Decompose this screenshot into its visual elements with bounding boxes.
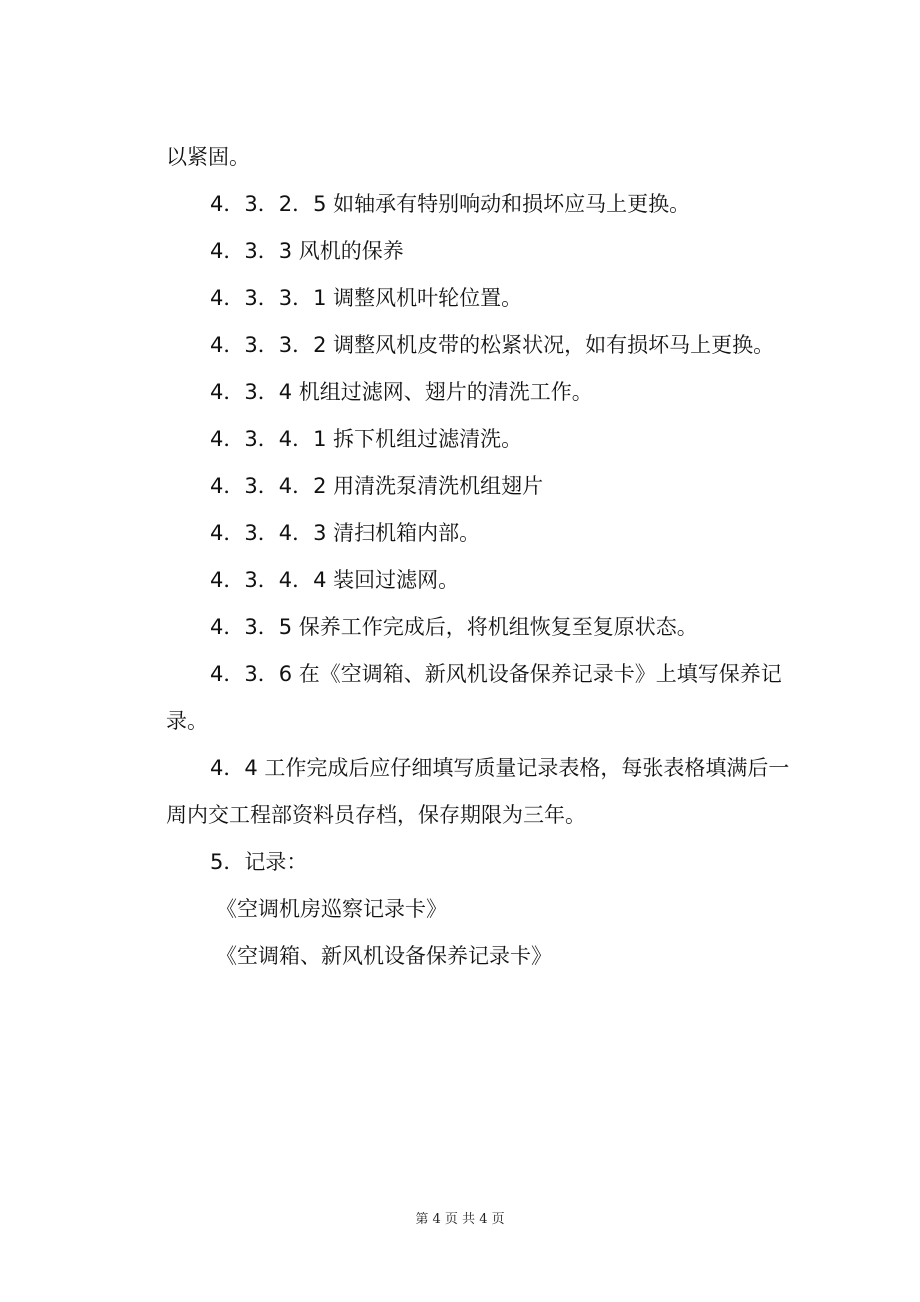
paragraph-10: 4．3．4．4 装回过滤网。 bbox=[210, 568, 460, 592]
record-item-2: 《空调箱、新风机设备保养记录卡》 bbox=[216, 944, 552, 968]
record-item-1: 《空调机房巡察记录卡》 bbox=[216, 897, 447, 921]
page-footer: 第 4 页 共 4 页 bbox=[415, 1212, 505, 1227]
document-body bbox=[166, 134, 790, 980]
paragraph-2: 4．3．2．5 如轴承有特别响动和损坏应马上更换。 bbox=[210, 192, 691, 216]
paragraph-8: 4．3．4．2 用清洗泵清洗机组翅片 bbox=[210, 474, 544, 498]
paragraph-3: 4．3．3 风机的保养 bbox=[210, 239, 404, 263]
paragraph-12: 4．3．6 在《空调箱、新风机设备保养记录卡》上填写保养记录。 bbox=[166, 662, 782, 733]
paragraph-4: 4．3．3．1 调整风机叶轮位置。 bbox=[210, 286, 523, 310]
paragraph-5: 4．3．3．2 调整风机皮带的松紧状况，如有损坏马上更换。 bbox=[210, 333, 775, 357]
paragraph-14: 5．记录： bbox=[210, 850, 308, 874]
paragraph-6: 4．3．4 机组过滤网、翅片的清洗工作。 bbox=[210, 380, 593, 404]
paragraph-7: 4．3．4．1 拆下机组过滤清洗。 bbox=[210, 427, 523, 451]
paragraph-9: 4．3．4．3 清扫机箱内部。 bbox=[210, 521, 481, 545]
paragraph-13: 4．4 工作完成后应仔细填写质量记录表格，每张表格填满后一周内交工程部资料员存档，保存期限为三年。 bbox=[166, 756, 790, 827]
paragraph-11: 4．3．5 保养工作完成后，将机组恢复至复原状态。 bbox=[210, 615, 698, 639]
paragraph-1: 以紧固。 bbox=[166, 145, 250, 169]
